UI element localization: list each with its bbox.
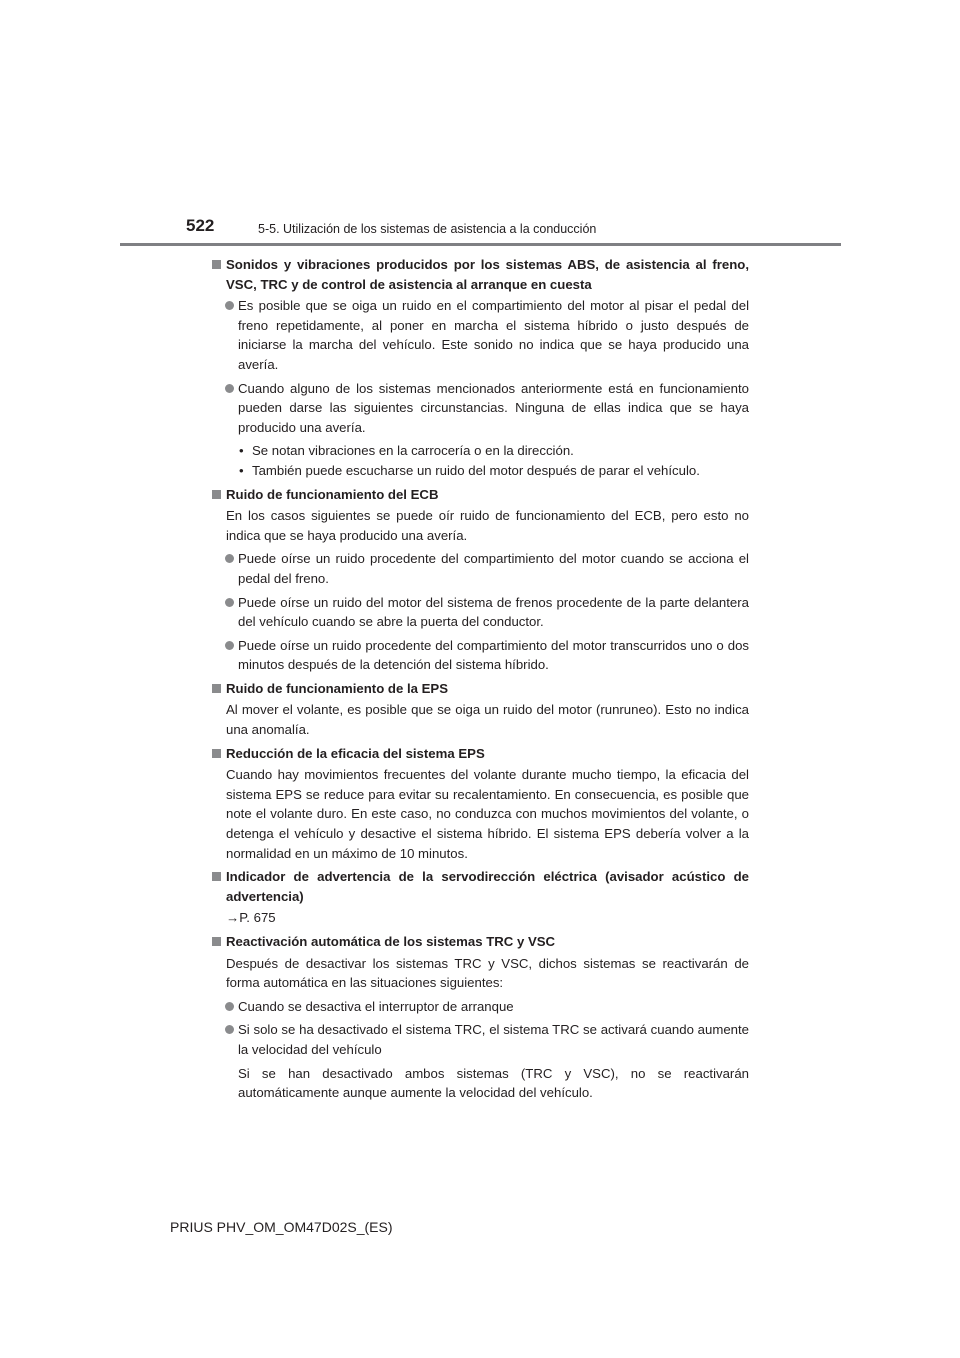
- section-header-title: 5-5. Utilización de los sistemas de asistencia a la conducción: [258, 222, 597, 236]
- dot-marker-icon: •: [239, 443, 244, 459]
- section-heading-text: Indicador de advertencia de la servodirección eléctrica (avisador acústico de advertencia): [226, 869, 749, 904]
- section-heading: [212, 485, 749, 505]
- circle-bullet-icon: [225, 554, 234, 563]
- circle-bullet-icon: [225, 641, 234, 650]
- header-divider: [120, 243, 841, 246]
- section-paragraph: Cuando hay movimientos frecuentes del volante durante mucho tiempo, la eficacia del sistema EPS se reduce para evitar su recalentamiento. En consecuencia, es posible que note el volante duro. En este caso, no conduzca con muchos movimientos del volante, o detenga el vehículo y desactive el sistema híbrido. El sistema EPS debería volver a la normalidad en un máximo de 10 minutos.: [226, 767, 749, 861]
- document-id-footer: PRIUS PHV_OM_OM47D02S_(ES): [170, 1219, 393, 1235]
- square-bullet-icon: [212, 937, 221, 946]
- section-heading-text: Ruido de funcionamiento de la EPS: [226, 680, 449, 696]
- section-heading-text: Ruido de funcionamiento del ECB: [226, 486, 439, 502]
- circle-bullet-icon: [225, 1002, 234, 1011]
- list-item: [212, 636, 749, 675]
- sub-list-item-text: Se notan vibraciones en la carrocería o en la dirección.: [252, 443, 574, 459]
- list-item-text: Si solo se ha desactivado el sistema TRC, el sistema TRC se activará cuando aumente la velocidad del vehículo: [238, 1022, 749, 1057]
- section-paragraph: Al mover el volante, es posible que se oiga un ruido del motor (runruneo). Esto no indica una anomalía.: [226, 702, 749, 738]
- sub-list-item: [212, 461, 749, 481]
- circle-bullet-icon: [225, 301, 234, 310]
- list-item-text: Puede oírse un ruido procedente del compartimiento del motor transcurridos uno o dos minutos después de la detención del sistema híbrido.: [238, 637, 749, 673]
- list-item-text: Puede oírse un ruido del motor del sistema de frenos procedente de la parte delantera del vehículo cuando se abre la puerta del conductor.: [238, 594, 749, 630]
- list-item: [212, 296, 749, 374]
- sub-list-item-text: También puede escucharse un ruido del motor después de parar el vehículo.: [252, 462, 700, 478]
- list-item: [212, 379, 749, 438]
- sub-list-item: [212, 441, 749, 461]
- page-reference-link[interactable]: →P. 675: [226, 910, 276, 926]
- page-content: [212, 255, 749, 1107]
- section-heading-text: Sonidos y vibraciones producidos por los sistemas ABS, de asistencia al freno, VSC, TRC y de control de asistencia al arranque en cuesta: [226, 257, 749, 292]
- list-item-text: Es posible que se oiga un ruido en el compartimiento del motor al pisar el pedal del freno repetidamente, al poner en marcha el sistema híbrido o justo después de iniciarse la marcha del vehículo. Este sonido no indica que se haya producido una avería.: [238, 298, 749, 372]
- section-heading-text: Reactivación automática de los sistemas TRC y VSC: [226, 934, 556, 949]
- list-item: [212, 1020, 749, 1059]
- list-item-text: Cuando alguno de los sistemas mencionados anteriormente está en funcionamiento pueden darse las siguientes circunstancias. Ninguna de ellas indica que se haya producido una avería.: [238, 380, 749, 435]
- list-item: [212, 549, 749, 588]
- dot-marker-icon: •: [239, 462, 244, 478]
- square-bullet-icon: [212, 260, 221, 269]
- note-paragraph: Si se han desactivado ambos sistemas (TRC y VSC), no se reactivarán automáticamente aunque aumente la velocidad del vehículo.: [238, 1065, 749, 1101]
- section-heading: [212, 867, 749, 906]
- page-number: 522: [186, 216, 215, 235]
- section-heading: [212, 932, 749, 952]
- square-bullet-icon: [212, 872, 221, 881]
- section-heading: [212, 744, 749, 764]
- section-paragraph: Después de desactivar los sistemas TRC y VSC, dichos sistemas se reactivarán de forma automática en las situaciones siguientes:: [226, 955, 749, 991]
- circle-bullet-icon: [225, 384, 234, 393]
- list-item-text: Puede oírse un ruido procedente del compartimiento del motor cuando se acciona el pedal del freno.: [238, 551, 749, 586]
- list-item-text: Cuando se desactiva el interruptor de arranque: [238, 998, 514, 1014]
- square-bullet-icon: [212, 749, 221, 758]
- square-bullet-icon: [212, 684, 221, 693]
- list-item: [212, 593, 749, 632]
- list-item: [212, 997, 749, 1017]
- square-bullet-icon: [212, 490, 221, 499]
- section-heading: [212, 255, 749, 294]
- circle-bullet-icon: [225, 598, 234, 607]
- section-paragraph: En los casos siguientes se puede oír ruido de funcionamiento del ECB, pero esto no indica que se haya producido una avería.: [226, 508, 749, 543]
- circle-bullet-icon: [225, 1025, 234, 1034]
- section-heading-text: Reducción de la eficacia del sistema EPS: [226, 745, 485, 761]
- section-heading: [212, 679, 749, 699]
